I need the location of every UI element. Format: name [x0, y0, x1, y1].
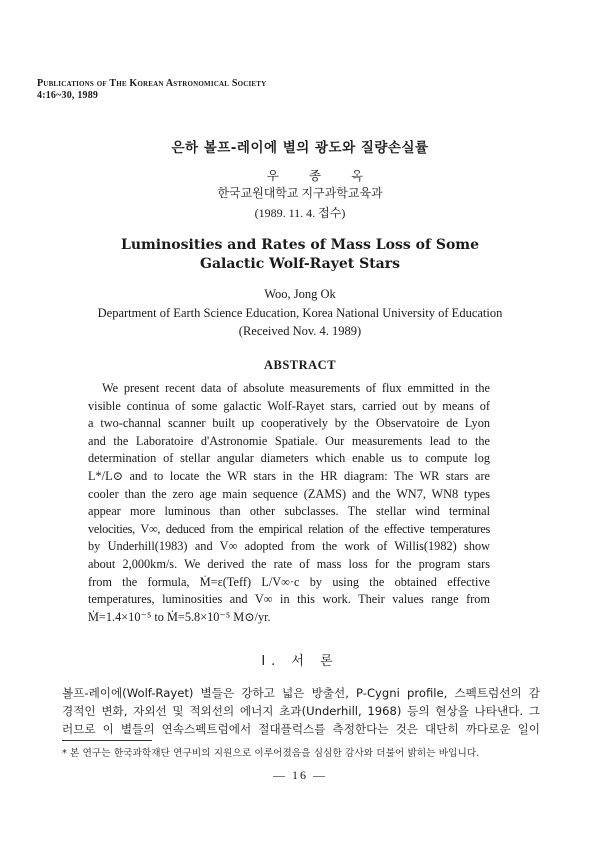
english-affiliation: Department of Earth Science Education, Korea National University of Education [97, 306, 503, 320]
korean-affiliation: 한국교원대학교 지구과학교육과 [217, 186, 383, 200]
english-title [0, 236, 600, 274]
body-line: 볼프-레이에(Wolf-Rayet) 별들은 강하고 넓은 방출선, P-Cygni profile, 스펙트럼선의 감 [62, 686, 540, 700]
footnote: * 본 연구는 한국과학재단 연구비의 지원으로 이루어졌음을 심심한 감사와 더불어 밝히는 바입니다. [62, 748, 480, 759]
section-heading-introduction: Ⅰ. 서 론 [261, 654, 339, 669]
english-title-line-1: Luminosities and Rates of Mass Loss of Some [120, 237, 480, 253]
abstract-text [88, 380, 490, 626]
journal-citation: 4:16~30, 1989 [37, 90, 99, 101]
body-line: 러므로 이 별들의 연속스펙트럼에서 절대플럭스를 측정한다는 것은 대단히 까다로운 일이 [62, 722, 540, 736]
abstract-line: temperatures, luminosities and V∞ in this work. Their values range from [88, 592, 490, 607]
journal-header [37, 78, 266, 102]
english-title-line-2: Galactic Wolf-Rayet Stars [199, 256, 400, 272]
english-author: Woo, Jong Ok [264, 287, 336, 301]
abstract-line: about 2,000km/s. We derived the rate of mass loss for the program stars [88, 556, 490, 571]
korean-title: 은하 볼프-레이에 별의 광도와 질량손실률 [171, 140, 429, 156]
body-line: 경적인 변화, 자외선 및 적외선의 에너지 초과(Underhill, 1968) 등의 현상을 나타낸다. 그 [62, 704, 540, 718]
abstract-line: a two-channal scanner built up cooperatively by the Observatoire de Lyon [88, 416, 490, 431]
korean-author: 우종옥 [266, 169, 394, 183]
abstract-line: and the Laboratoire d'Astronomie Spatiale. Our measurements lead to the [88, 433, 490, 448]
body-text [62, 684, 540, 738]
abstract-line: by Underhill(1983) and V∞ adopted from the work of Willis(1982) show [88, 539, 490, 554]
abstract-line: appear more luminous than other subclasses. The stellar wind terminal [88, 504, 490, 519]
footnote-divider [62, 740, 152, 741]
abstract-line: L*/L⊙ and to locate the WR stars in the HR diagram: The WR stars are [88, 468, 490, 483]
abstract-line: velocities, V∞, deduced from the empirical relation of the effective temperatures [88, 521, 490, 536]
abstract-heading: ABSTRACT [263, 358, 337, 372]
page-number: — 16 — [273, 768, 327, 782]
abstract-line: from the formula, Ṁ=ε(Teff) L/V∞·c by using the obtained effective [88, 574, 490, 589]
abstract-line: We present recent data of absolute measurements of flux emmitted in the [102, 381, 490, 395]
abstract-line: determination of stellar angular diameters which enable us to compute log [88, 451, 490, 466]
english-received-date: (Received Nov. 4. 1989) [238, 324, 362, 338]
journal-name: Publications of The Korean Astronomical Society [37, 78, 267, 89]
korean-received-date: (1989. 11. 4. 접수) [254, 206, 346, 220]
abstract-line: Ṁ=1.4×10⁻⁵ to Ṁ=5.8×10⁻⁵ M⊙/yr. [88, 609, 271, 624]
abstract-line: visible continua of some galactic Wolf-Rayet stars, carried out by means of [88, 398, 490, 413]
abstract-line: cooler than the zero age main sequence (ZAMS) and the WN7, WN8 types [88, 486, 490, 501]
